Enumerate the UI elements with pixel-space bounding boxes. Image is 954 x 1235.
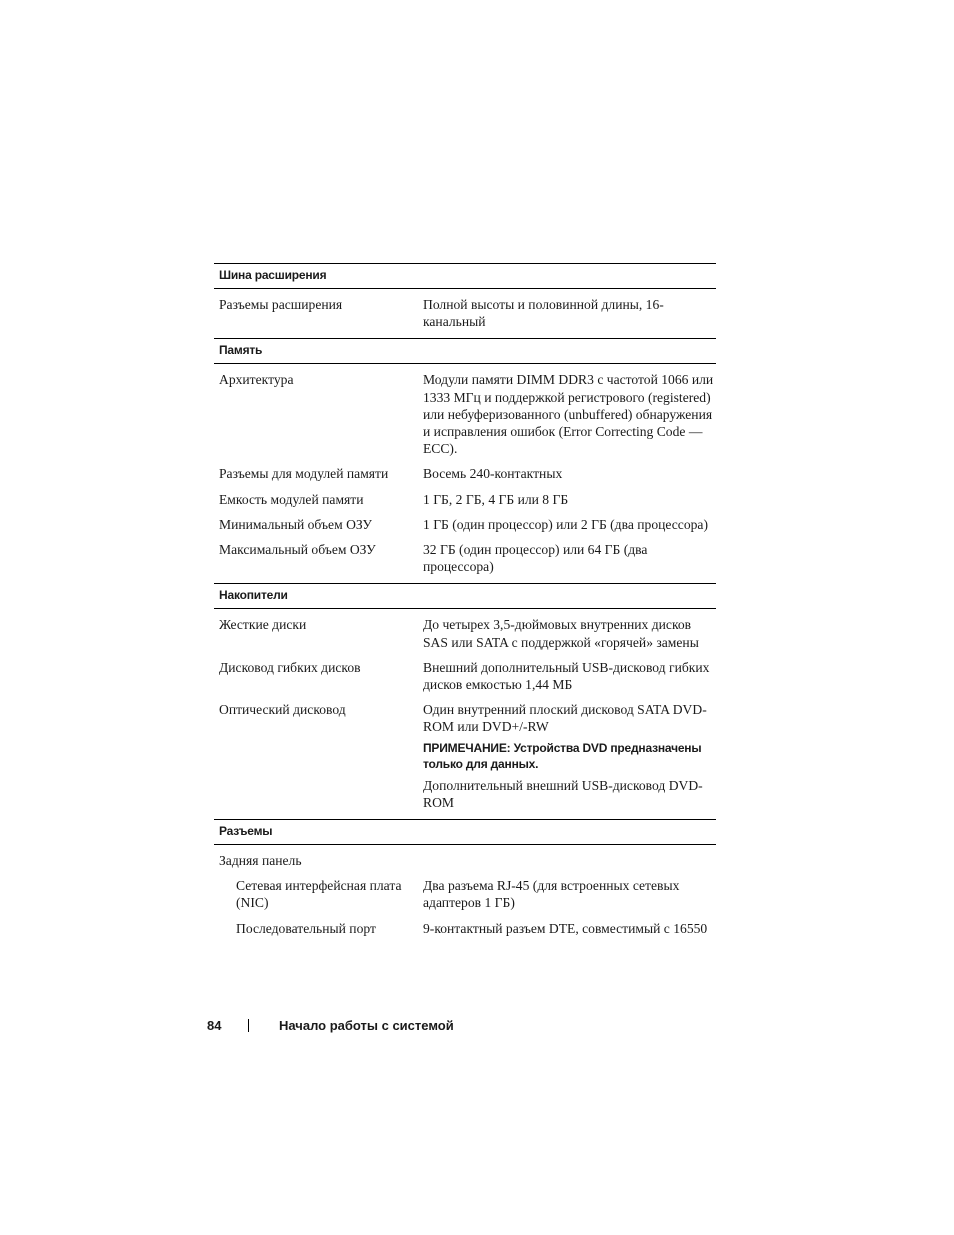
spec-label: Архитектура bbox=[219, 372, 294, 388]
specifications-table bbox=[214, 263, 716, 945]
spec-group-row bbox=[214, 852, 716, 869]
spec-value: 9-контактный разъем DTE, совместимый с 16550 bbox=[423, 920, 708, 936]
spec-row bbox=[214, 541, 716, 575]
spec-row bbox=[214, 701, 716, 811]
spec-row bbox=[214, 920, 716, 937]
note-label: ПРИМЕЧАНИЕ: bbox=[423, 740, 511, 755]
spec-row bbox=[214, 616, 716, 650]
spec-group-label: Задняя панель bbox=[219, 853, 302, 869]
section-header-memory: Память bbox=[214, 338, 716, 364]
spec-row bbox=[214, 371, 716, 457]
page-number: 84 bbox=[207, 1017, 222, 1033]
footer-divider bbox=[248, 1019, 249, 1032]
chapter-title: Начало работы с системой bbox=[279, 1017, 454, 1033]
note-block bbox=[423, 740, 716, 772]
spec-value-text: Полной высоты и половинной длины, 16-канальный bbox=[423, 297, 664, 330]
section-rows-storage bbox=[214, 609, 716, 819]
spec-label: Разъемы расширения bbox=[219, 297, 343, 312]
section-rows-memory bbox=[214, 364, 716, 583]
spec-value bbox=[417, 701, 716, 811]
spec-value: До четырех 3,5-дюймовых внутренних дисков SAS или SATA с поддержкой «горячей» замены bbox=[423, 617, 699, 650]
spec-label: Жесткие диски bbox=[219, 617, 307, 633]
spec-value: Два разъема RJ-45 (для встроенных сетевых адаптеров 1 ГБ) bbox=[423, 878, 680, 911]
spec-value-text: Дополнительный внешний USB-дисковод DVD-ROM bbox=[423, 777, 703, 810]
spec-row bbox=[214, 659, 716, 693]
spec-value: Модули памяти DIMM DDR3 с частотой 1066 или 1333 МГц и поддержкой регистрового (registered) или небуферизованного (unbuffered) обнаружения и исправления ошибок (Error Correcting Code — ECC). bbox=[423, 372, 714, 457]
spec-label: Дисковод гибких дисков bbox=[219, 659, 361, 675]
page-footer bbox=[207, 1014, 454, 1036]
spec-value: 1 ГБ, 2 ГБ, 4 ГБ или 8 ГБ bbox=[423, 491, 569, 507]
spec-label: Разъемы для модулей памяти bbox=[219, 466, 389, 482]
spec-label: Емкость модулей памяти bbox=[219, 491, 364, 507]
spec-row bbox=[214, 491, 716, 508]
spec-label: Максимальный объем ОЗУ bbox=[219, 542, 376, 558]
section-header-expansion: Шина расширения bbox=[214, 263, 716, 289]
spec-label: Последовательный порт bbox=[236, 920, 376, 936]
spec-row bbox=[214, 296, 716, 330]
spec-label: Минимальный объем ОЗУ bbox=[219, 516, 372, 532]
spec-label: Оптический дисковод bbox=[219, 702, 346, 718]
spec-row bbox=[214, 465, 716, 482]
section-rows-connectors bbox=[214, 845, 716, 945]
spec-row bbox=[214, 877, 716, 911]
spec-label: Сетевая интерфейсная плата (NIC) bbox=[236, 878, 402, 911]
spec-value: 1 ГБ (один процессор) или 2 ГБ (два процессора) bbox=[423, 516, 708, 532]
section-rows-expansion bbox=[214, 289, 716, 338]
section-header-connectors: Разъемы bbox=[214, 819, 716, 845]
spec-value: Внешний дополнительный USB-дисковод гибких дисков емкостью 1,44 МБ bbox=[423, 659, 710, 693]
spec-value-text: Один внутренний плоский дисковод SATA DVD-ROM или DVD+/-RW bbox=[423, 702, 707, 735]
spec-value bbox=[417, 296, 716, 330]
spec-value: 32 ГБ (один процессор) или 64 ГБ (два процессора) bbox=[423, 542, 648, 575]
spec-value: Восемь 240-контактных bbox=[423, 466, 563, 482]
section-header-storage: Накопители bbox=[214, 583, 716, 609]
spec-row bbox=[214, 516, 716, 533]
note-text: Устройства DVD предназначены только для данных. bbox=[423, 740, 702, 771]
